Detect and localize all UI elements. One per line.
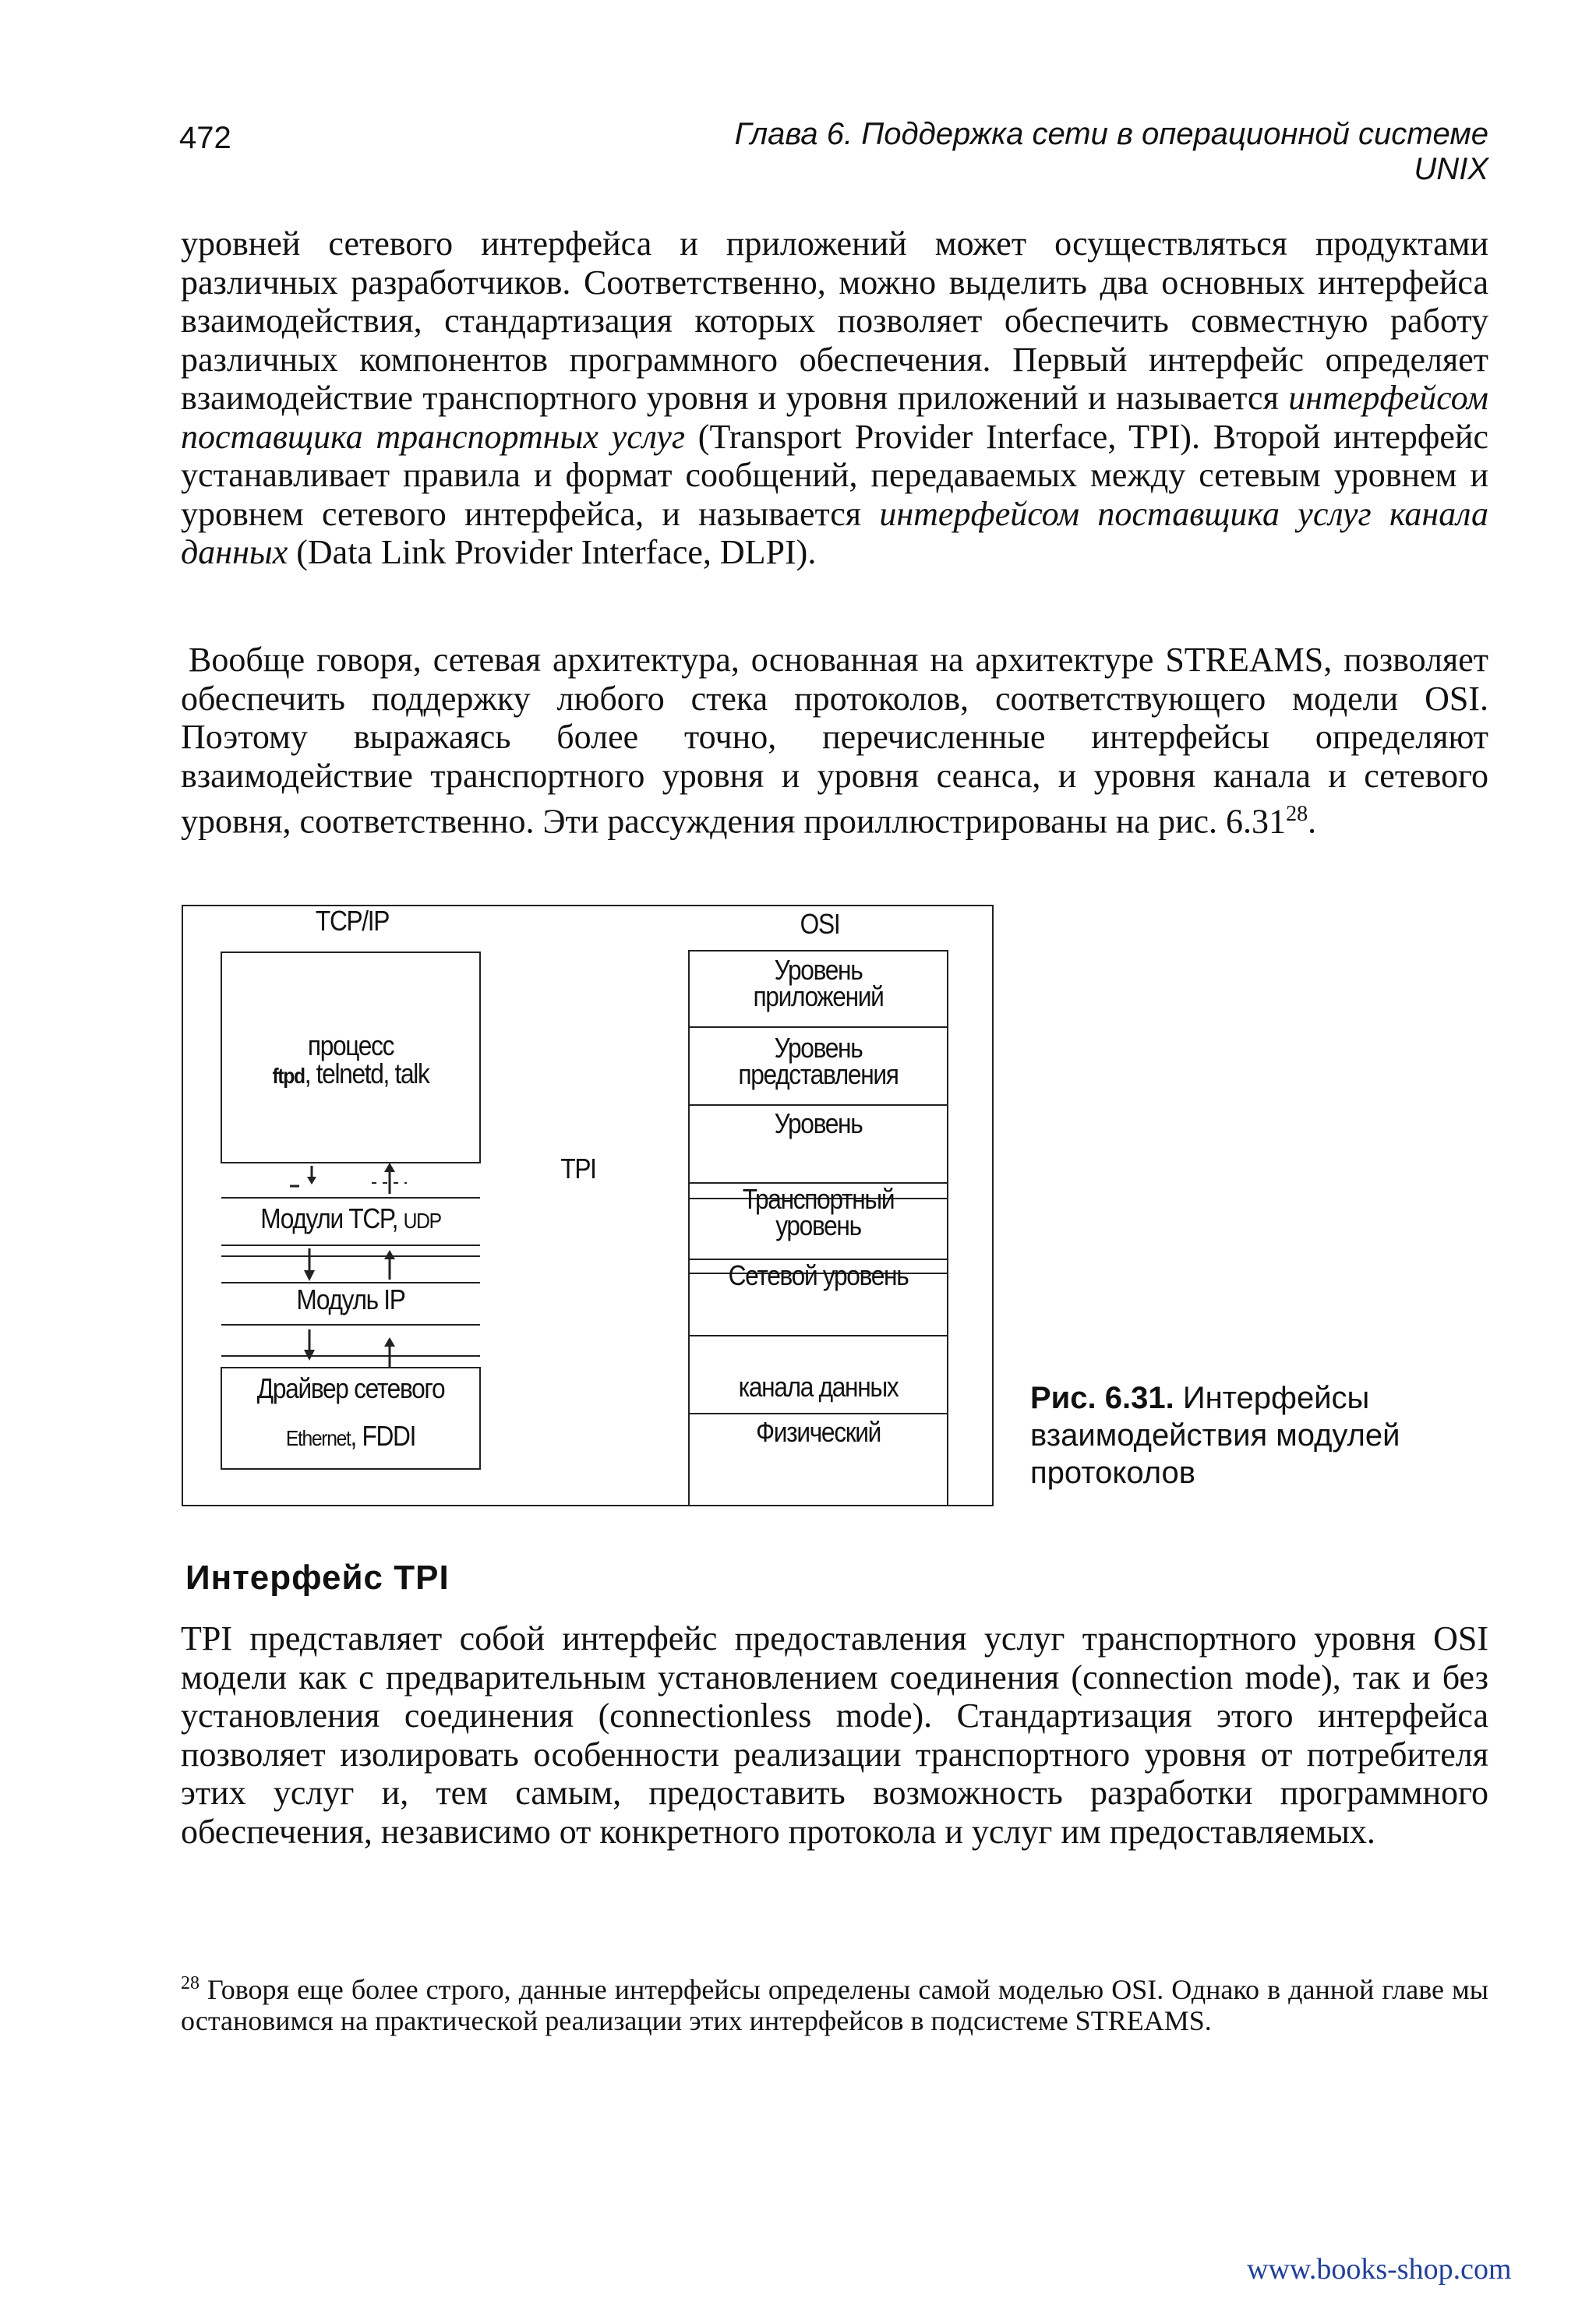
tcp-modules-text: Модули TCP, (260, 1202, 398, 1234)
figure-6-31 (181, 904, 994, 1507)
ip-module-label: Модуль IP (296, 1283, 405, 1315)
arrow-head (384, 1337, 395, 1347)
section-paragraph: TPI представляет собой интерфейс предоставления услуг транспортного уровня OSI модели как с предварительным установлением соединения (connection mode), так и без установления соединения (connectionless mode). Стандартизация этого интерфейса позволяет изолировать особенности реализации транспортного уровня от потребителя этих услуг и, тем самым, предоставить возможность разработки программного обеспечения, независимо от конкретного протокола и услуг им предоставляемых. (181, 1619, 1488, 1851)
osi-layer-transport: Транспортный уровень (742, 1183, 895, 1241)
tpi-label: TPI (560, 1153, 596, 1185)
osi-title: OSI (800, 908, 840, 940)
footnote-text: Говоря еще более строго, данные интерфейсы определены самой моделью OSI. Однако в данной главе мы остановимся на практической реализации этих интерфейсов в подсистеме STREAMS. (181, 1974, 1488, 2036)
section-title: Интерфейс TPI (185, 1559, 450, 1597)
process-label: процесс (307, 1029, 394, 1061)
paragraph-text: Вообще говоря, сетевая архитектура, основанная на архитектуре STREAMS, позволяет обеспечить поддержку любого стека протоколов, соответствующего модели OSI. Поэтому выражаясь более точно, перечисленные интерфейсы определяют взаимодействие транспортного уровня и уровня сеанса, и уровня канала и сетевого уровня, соответственно. Эти рассуждения проиллюстрированы на рис. 6.31 (181, 641, 1488, 841)
paragraph-streams (181, 641, 1488, 841)
tcp-modules-label (237, 1202, 464, 1235)
arrow-head (304, 1270, 315, 1281)
paragraph-end: . (1308, 802, 1317, 841)
arrow-head (384, 1163, 395, 1172)
footnote (181, 1968, 1488, 2036)
osi-layer-presentation: Уровень представления (738, 1032, 899, 1090)
arrow-head (307, 1177, 316, 1185)
process-programs (237, 1057, 464, 1090)
footnote-number: 28 (181, 1973, 200, 1993)
paragraph-text: (Transport Provider Interface, TPI). Второй интерфейс устанавливает правила и формат сообщений, передаваемых между сетевым уровнем и уровнем сетевого интерфейса, и называется (181, 417, 1488, 533)
page-number: 472 (179, 121, 231, 155)
udp-label: UDP (403, 1209, 441, 1233)
osi-layer-application: Уровень приложений (753, 954, 884, 1012)
osi-layer-session: Уровень (774, 1107, 863, 1139)
process-programs-text: , telnetd, talk (304, 1057, 429, 1089)
osi-layer-physical: Физический (755, 1416, 881, 1448)
caption-text: Интерфейсы взаимодействия модулей протоколов (1030, 1381, 1400, 1490)
term-tpi: интерфейсом поставщика транспортных услуг (181, 379, 1488, 456)
paragraph-text: (Data Link Provider Interface, DLPI). (288, 533, 817, 571)
tcpip-title: TCP/IP (315, 905, 390, 937)
driver-prefix: Ethernet (285, 1426, 351, 1450)
process-prefix: ftpd (272, 1064, 305, 1088)
chapter-header: Глава 6. Поддержка сети в операционной системе UNIX (734, 117, 1488, 186)
osi-layer-network: Сетевой уровень (728, 1259, 909, 1291)
figure-caption (1030, 1379, 1490, 1492)
watermark-link[interactable]: www.books-shop.com (1247, 2253, 1512, 2286)
caption-label: Рис. 6.31. (1030, 1381, 1174, 1415)
driver-types-text: , FDDI (350, 1420, 416, 1452)
footnote-reference: 28 (1286, 802, 1308, 826)
driver-types (237, 1422, 464, 1453)
term-dlpi: интерфейсом поставщика услуг канала данных (181, 494, 1488, 571)
driver-label: Драйвер сетевого (256, 1372, 445, 1404)
paragraph-interfaces (181, 224, 1488, 572)
osi-layer-datalink: канала данных (738, 1371, 899, 1403)
arrow-head (384, 1250, 395, 1259)
paragraph-text: уровней сетевого интерфейса и приложений может осуществляться продуктами различных разработчиков. Соответственно, можно выделить два основных интерфейса взаимодействия, стандартизация которых позволяет обеспечить совместную работу различных компонентов программного обеспечения. Первый интерфейс определяет взаимодействие транспортного уровня и уровня приложений и называется (181, 224, 1488, 417)
